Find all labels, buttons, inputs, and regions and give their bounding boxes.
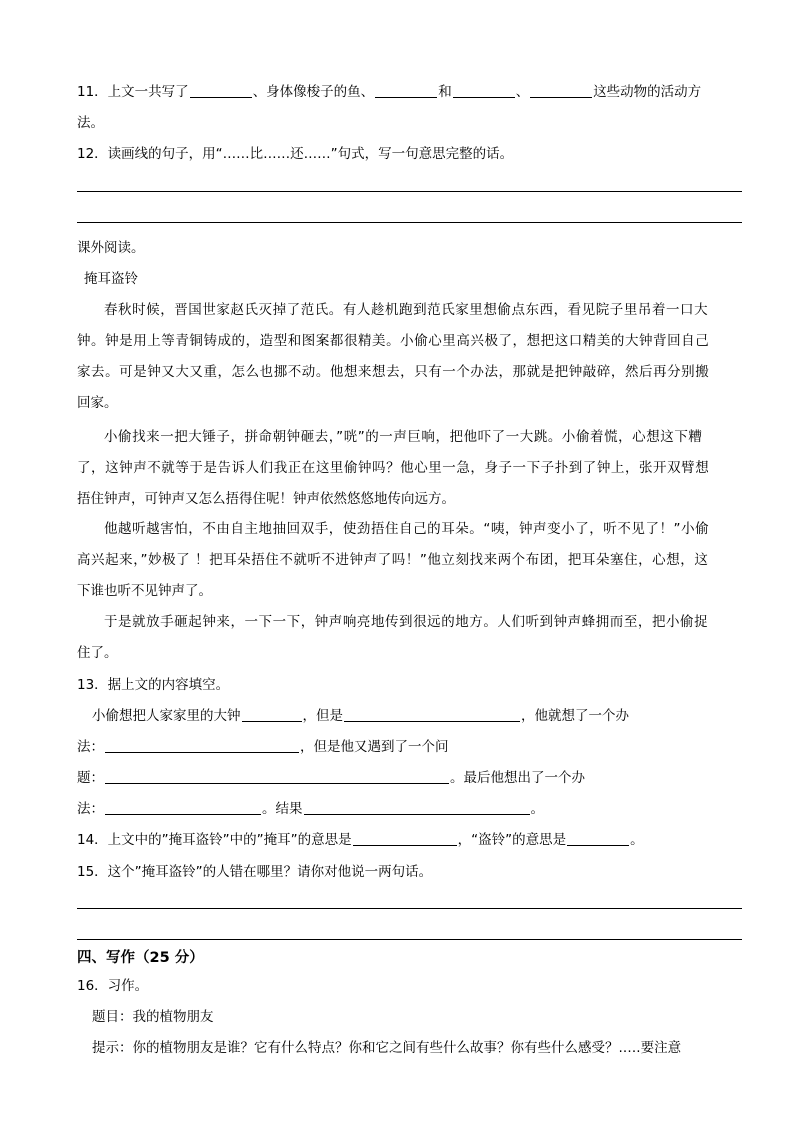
q13-fill-line: [77, 769, 585, 787]
q13-text: 。结果: [262, 801, 303, 817]
answer-blank[interactable]: [105, 769, 449, 784]
answer-blank[interactable]: [105, 738, 299, 753]
q13-text: 。最后他想出了一个办: [450, 770, 585, 786]
story-line: 小偷找来一把大锤子，拼命朝钟砸去，”咣”的一声巨响，把他吓了一大跳。小偷着慌，心想这下糟: [104, 429, 703, 445]
answer-blank[interactable]: [190, 83, 252, 98]
question-16: 16．习作。: [77, 978, 149, 994]
question-13: 13．据上文的内容填空。: [77, 677, 230, 693]
answer-blank[interactable]: [344, 707, 520, 722]
question-15: 15．这个”掩耳盗铃”的人错在哪里？请你对他说一两句话。: [77, 864, 433, 880]
story-line: 家去。可是钟又大又重，怎么也挪不动。他想来想去，只有一个办法，那就是把钟敲碎，然后再分别搬: [77, 364, 710, 380]
q11-text: 、身体像梭子的鱼、: [252, 84, 375, 100]
q11-text: 11．上文一共写了: [77, 84, 189, 100]
question-12: 12．读画线的句子，用“……比……还……”句式，写一句意思完整的话。: [77, 146, 514, 162]
answer-blank[interactable]: [567, 831, 629, 846]
essay-hint: 提示：你的植物朋友是谁？它有什么特点？你和它之间有些什么故事？你有些什么感受？.….要注意: [92, 1040, 682, 1056]
q13-text: 小偷想把人家家里的大钟: [92, 708, 241, 724]
story-line: 钟。钟是用上等青铜铸成的，造型和图案都很精美。小偷心里高兴极了，想把这口精美的大钟背回自己: [77, 333, 710, 349]
q13-text: 题：: [77, 770, 104, 786]
answer-blank[interactable]: [242, 707, 302, 722]
q11-text: 这些动物的活动方: [593, 84, 702, 100]
story-line: 了，这钟声不就等于是告诉人们我正在这里偷钟吗？他心里一急，身子一下子扑到了钟上，张开双臂想: [77, 460, 710, 476]
q13-text: 法：: [77, 801, 104, 817]
question-14: [77, 831, 644, 849]
q13-text: ，但是: [302, 708, 343, 724]
essay-topic: 题目：我的植物朋友: [92, 1009, 214, 1025]
answer-blank[interactable]: [105, 800, 261, 815]
section-label: 课外阅读。: [77, 240, 145, 256]
section-heading: 四、写作（25 分）: [77, 950, 204, 966]
story-line: 于是就放手砸起钟来，一下一下，钟声响亮地传到很远的地方。人们听到钟声蜂拥而至，把小偷捉: [104, 614, 709, 630]
q13-text: ，他就想了一个办: [521, 708, 629, 724]
q11-text: 、: [515, 84, 530, 100]
q14-text: 。: [630, 832, 644, 848]
story-line: 捂住钟声，可钟声又怎么捂得住呢！钟声依然悠悠地传向远方。: [77, 491, 455, 507]
story-line: 下谁也听不见钟声了。: [77, 583, 212, 599]
q13-text: 。: [530, 801, 544, 817]
answer-blank[interactable]: [353, 831, 457, 846]
q13-text: ，但是他又遇到了一个问: [300, 739, 449, 755]
question-11-continued: 法。: [77, 115, 104, 131]
q13-fill-line: [77, 738, 449, 756]
answer-blank[interactable]: [304, 800, 530, 815]
story-line: 高兴起来，”妙极了 ！把耳朵捂住不就听不进钟声了吗！”他立刻找来两个布团，把耳朵塞住，心想，这: [77, 552, 709, 568]
story-line: 春秋时候，晋国世家赵氏灭掉了范氏。有人趁机跑到范氏家里想偷点东西，看见院子里吊着一口大: [104, 302, 709, 318]
q13-fill-line: [77, 800, 544, 818]
story-line: 他越听越害怕，不由自主地抽回双手，使劲捂住自己的耳朵。“咦，钟声变小了，听不见了！”小偷: [104, 521, 710, 537]
answer-line[interactable]: [77, 191, 742, 192]
q14-text: ，“盗铃”的意思是: [457, 832, 567, 848]
answer-blank[interactable]: [530, 83, 592, 98]
story-line: 住了。: [77, 645, 118, 661]
q13-text: 法：: [77, 739, 104, 755]
q11-text: 和: [438, 84, 452, 100]
answer-line[interactable]: [77, 222, 742, 223]
q14-text: 14．上文中的”掩耳盗铃”中的”掩耳”的意思是: [77, 832, 352, 848]
story-line: 回家。: [77, 395, 118, 411]
answer-line[interactable]: [77, 908, 742, 909]
answer-line[interactable]: [77, 939, 742, 940]
question-11: [77, 83, 701, 101]
answer-blank[interactable]: [375, 83, 437, 98]
story-title: 掩耳盗铃: [84, 271, 138, 287]
q13-fill-line: [92, 707, 629, 725]
answer-blank[interactable]: [453, 83, 515, 98]
